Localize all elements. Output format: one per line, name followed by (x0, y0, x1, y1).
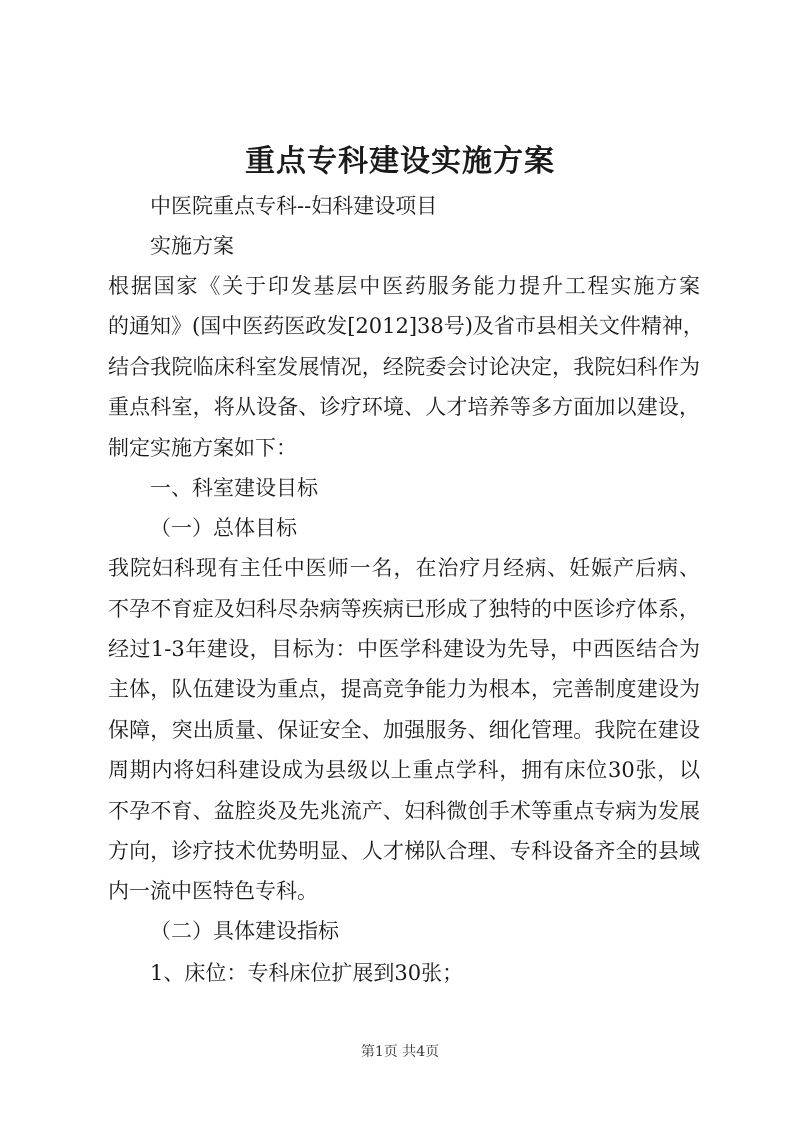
paragraph-line: 内一流中医特色专科。 (108, 879, 318, 903)
paragraph-line: 方向，诊疗技术优势明显、人才梯队合理、专科设备齐全的县域 (108, 839, 700, 863)
paragraph-line: 重点科室，将从设备、诊疗环境、人才培养等多方面加以建设， (108, 395, 700, 419)
paragraph-line: 根据国家《关于印发基层中医药服务能力提升工程实施方案 (108, 274, 700, 298)
page-footer: 第1页 共4页 (360, 1044, 440, 1060)
paragraph-line: 结合我院临床科室发展情况，经院委会讨论决定，我院妇科作为 (108, 355, 700, 379)
paragraph-line: 周期内将妇科建设成为县级以上重点学科，拥有床位30张，以 (108, 758, 700, 782)
subsection-heading: （二）具体建设指标 (150, 919, 339, 943)
paragraph-line: 保障，突出质量、保证安全、加强服务、细化管理。我院在建设 (108, 718, 700, 742)
paragraph-line: 的通知》(国中医药医政发[2012]38号)及省市县相关文件精神， (108, 314, 704, 338)
paragraph-line: 主体，队伍建设为重点，提高竞争能力为根本，完善制度建设为 (108, 677, 700, 701)
paragraph-line: 不孕不育、盆腔炎及先兆流产、妇科微创手术等重点专病为发展 (108, 799, 700, 823)
subsection-heading: （一）总体目标 (150, 516, 297, 540)
paragraph-line: 不孕不育症及妇科尽杂病等疾病已形成了独特的中医诊疗体系， (108, 597, 700, 621)
subtitle-line: 实施方案 (150, 234, 234, 258)
subtitle-line: 中医院重点专科--妇科建设项目 (150, 194, 438, 218)
paragraph-line: 制定实施方案如下： (108, 436, 297, 460)
section-heading: 一、科室建设目标 (150, 476, 318, 500)
paragraph-line: 经过1-3年建设，目标为：中医学科建设为先导，中西医结合为 (108, 637, 700, 661)
paragraph-line: 我院妇科现有主任中医师一名，在治疗月经病、妊娠产后病、 (108, 556, 700, 580)
document-title: 重点专科建设实施方案 (245, 144, 555, 179)
list-item: 1、床位：专科床位扩展到30张； (150, 961, 464, 985)
